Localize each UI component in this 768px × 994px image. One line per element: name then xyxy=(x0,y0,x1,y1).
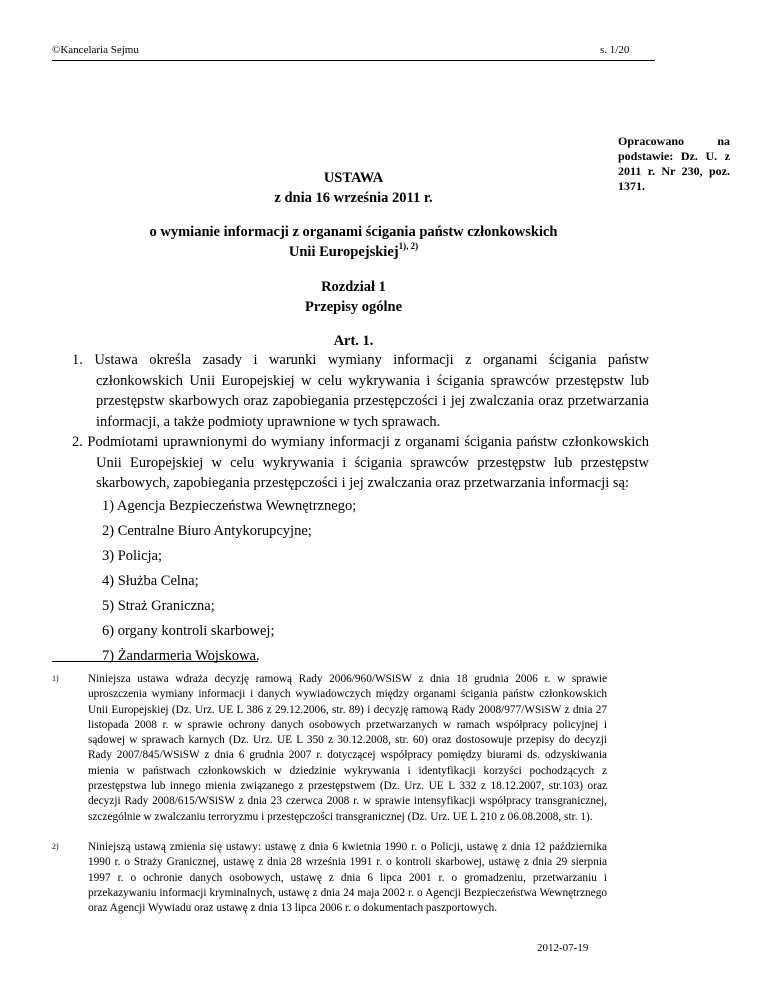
header-divider xyxy=(52,60,655,61)
footnote-divider xyxy=(52,661,258,662)
article-body xyxy=(72,350,649,669)
list-item: 3) Policja; xyxy=(102,547,163,564)
article-label: Art. 1. xyxy=(333,333,374,349)
act-subject-line1: o wymianie informacji z organami ścigania państw członkowskich xyxy=(149,224,558,240)
footnote-1 xyxy=(52,672,607,825)
page-number: s. 1/20 xyxy=(600,44,630,56)
footer-date: 2012-07-19 xyxy=(537,942,589,954)
article-paragraph-1: 1. Ustawa określa zasady i warunki wymiany informacji z organami ścigania państw członkowskich Unii Europejskiej w celu wykrywania i ścigania sprawców przestępstw lub przestępstw skarbowych oraz zapobiegania przestępczości i jej zwalczania oraz przetwarzania informacji, a także podmioty uprawnione w tych sprawach. xyxy=(72,352,649,430)
list-item: 5) Straż Graniczna; xyxy=(102,597,215,614)
footnote-refs[interactable]: 1), 2) xyxy=(398,241,419,251)
act-subject-text: Unii Europejskiej xyxy=(288,244,399,260)
list-item: 4) Służba Celna; xyxy=(102,572,199,589)
chapter-name: Przepisy ogólne xyxy=(304,299,403,315)
list-item: 1) Agencja Bezpieczeństwa Wewnętrznego; xyxy=(102,497,357,514)
chapter-number: Rozdział 1 xyxy=(321,279,386,295)
footnote-text: Niniejsza ustawa wdraża decyzję ramową Rady 2006/960/WSiSW z dnia 18 grudnia 2006 r. w sprawie uproszczenia wymiany informacji i danych wywiadowczych między organami ścigania państw członkowskich Unii Europejskiej (Dz. Urz. UE L 386 z 29.12.2006, str. 89) i decyzję ramową Rady 2008/977/WSiSW z dnia 27 listopada 2008 r. w sprawie ochrony danych osobowych przetwarzanych w ramach współpracy policyjnej i sądowej w sprawach karnych (Dz. Urz. UE L 350 z 30.12.2008, str. 60) oraz dostosowuje przepisy do decyzji Rady 2007/845/WSiSW z dnia 6 grudnia 2007 r. dotyczącej współpracy pomiędzy biurami ds. odzyskiwania mienia w państwach członkowskich w dziedzinie wykrywania i identyfikacji korzyści pochodzących z przestępstwa lub innego mienia związanego z przestępstwem (Dz. Urz. UE L 332 z 18.12.2007, str.103) oraz decyzji Rady 2008/615/WSiSW z dnia 23 czerwca 2008 r. w sprawie intensyfikacji współpracy transgranicznej, szczególnie w zwalczaniu terroryzmu i przestępczości transgranicznej (Dz. Urz. UE L 210 z 06.08.2008, str. 1). xyxy=(88,673,607,823)
entity-list xyxy=(72,494,649,669)
footnote-2 xyxy=(52,840,607,916)
list-item: 7) Żandarmeria Wojskowa. xyxy=(102,647,260,664)
footnote-mark: 2) xyxy=(52,842,59,851)
footnote-text: Niniejszą ustawą zmienia się ustawy: ustawę z dnia 6 kwietnia 1990 r. o Policji, ustawę z dnia 12 października 1990 r. o Straży Granicznej, ustawę z dnia 28 września 1991 r. o kontroli skarbowej, ustawę z dnia 29 sierpnia 1997 r. o ochronie danych osobowych, ustawę z dnia 6 lipca 2001 r. o gromadzeniu, przetwarzaniu i przekazywaniu informacji kryminalnych, ustawę z dnia 24 maja 2002 r. o Agencji Bezpieczeństwa Wewnętrznego oraz Agencji Wywiadu oraz ustawę z dnia 13 lipca 2006 r. o dokumentach paszportowych. xyxy=(88,841,607,915)
source-note: Opracowano na podstawie: Dz. U. z 2011 r. Nr 230, poz. 1371. xyxy=(618,134,730,193)
article-paragraph-2: 2. Podmiotami uprawnionymi do wymiany informacji z organami ścigania państw członkowskich Unii Europejskiej w celu wykrywania i ścigania sprawców przestępstw lub przestępstw skarbowych, zapobiegania przestępczości i jej zwalczania oraz przetwarzania informacji są: xyxy=(72,434,649,491)
footnote-mark: 1) xyxy=(52,674,59,683)
header-publisher: ©Kancelaria Sejmu xyxy=(52,44,139,56)
list-item: 2) Centralne Biuro Antykorupcyjne; xyxy=(102,522,312,539)
act-subject-line2 xyxy=(52,242,655,262)
document-type: USTAWA xyxy=(323,170,384,186)
list-item: 6) organy kontroli skarbowej; xyxy=(102,622,275,639)
document-date: z dnia 16 września 2011 r. xyxy=(274,190,433,206)
